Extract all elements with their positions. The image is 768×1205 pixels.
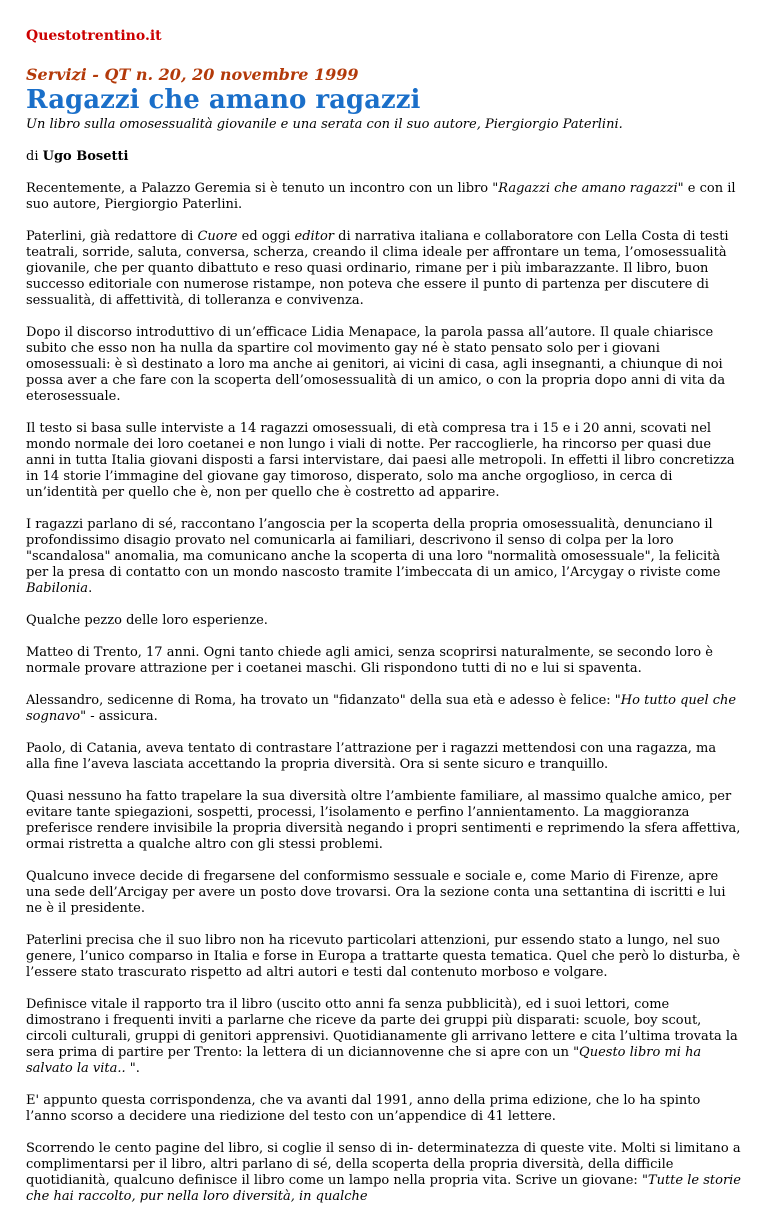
- paragraph: Qualcuno invece decide di fregarsene del conformismo sessuale e sociale e, come Mario di Firenze, apre una sede dell’Arcigay per avere un posto dove trovarsi. Ora la sezione conta una settantina di iscritti e lui ne è il presidente.: [26, 869, 726, 916]
- paragraph: [26, 693, 742, 725]
- text-run: Paterlini, già redattore di: [26, 229, 198, 244]
- text-run: e con il suo autore, Piergiorgio Paterlini.: [26, 181, 736, 212]
- book-title: "Ragazzi che amano ragazzi": [492, 181, 684, 196]
- paragraph: Paolo, di Catania, aveva tentato di contrastare l’attrazione per i ragazzi mettendosi con una ragazza, ma alla fine l’aveva lasciata accettando la propria diversità. Ora si sente sicuro e tranquillo.: [26, 741, 717, 772]
- text-run: .: [135, 1061, 140, 1076]
- magazine-name: Cuore: [197, 229, 238, 244]
- paragraph: Il testo si basa sulle interviste a 14 ragazzi omosessuali, di età compresa tra i 15 e i 20 anni, scovati nel mondo normale dei loro coetanei e non lungo i viali di notte. Per raccoglierle, ha rincorso per quasi due anni in tutta Italia giovani disposti a farsi intervistare, dai paesi alle metropoli. In effetti il libro concretizza in 14 storie l’immagine del giovane gay timoroso, disperato, solo ma anche orgoglioso, in cerca di un’identità per quello che è, non per quello che è costretto ad apparire.: [26, 421, 735, 500]
- article-title: Ragazzi che amano ragazzi: [26, 85, 421, 115]
- text-run: I ragazzi parlano di sé, raccontano l’angoscia per la scoperta della propria omosessualità, denunciano il profondissimo disagio provato nel comunicarla ai familiari, descrivono il senso di colpa per la loro "scandalosa" anomalia, ma comunicano anche la scoperta di una loro "normalità omosessuale", la felicità per la presa di contatto con un mondo nascosto tramite l’imbeccata di un amico, l’Arcygay o riviste come: [26, 517, 721, 580]
- text-run: di narrativa italiana e collaboratore con Lella Costa di testi teatrali, sorride, saluta, conversa, scherza, creando il clima ideale per affrontare un tema, l’omosessualità giovanile, che per quanto dibattuto e reso quasi ordinario, rimane per i più imbarazzante. Il libro, buon successo editoriale con numerose ristampe, non poteva che essere il punto di partenza per discutere di sessualità, di affettività, di tolleranza e convivenza.: [26, 229, 729, 308]
- quote: "Tutte le storie che hai raccolto, pur nella loro diversità, in qualche: [26, 1173, 742, 1204]
- article-subtitle: Un libro sulla omosessualità giovanile e una serata con il suo autore, Piergiorgio Paterlini.: [26, 117, 623, 132]
- byline: [26, 149, 742, 165]
- paragraph: Quasi nessuno ha fatto trapelare la sua diversità oltre l’ambiente familiare, al massimo qualche amico, per evitare tante spiegazioni, sospetti, processi, l’isolamento e perfino l’annientamento. La maggioranza preferisce rendere invisibile la propria diversità negando i propri sentimenti e reprimendo la sfera affettiva, ormai ristretta a qualche altro con gli stessi problemi.: [26, 789, 741, 852]
- paragraph: Matteo di Trento, 17 anni. Ogni tanto chiede agli amici, senza scoprirsi naturalmente, se secondo loro è normale provare attrazione per i coetanei maschi. Gli rispondono tutti di no e lui si spaventa.: [26, 645, 713, 676]
- magazine-name: Babilonia: [26, 581, 89, 596]
- text-run: .: [88, 581, 93, 596]
- emphasis: editor: [294, 229, 334, 244]
- section-kicker: Servizi - QT n. 20, 20 novembre 1999: [26, 65, 359, 84]
- byline-prefix: di: [26, 149, 43, 164]
- text-run: - assicura.: [86, 709, 158, 724]
- author-name: Ugo Bosetti: [42, 149, 129, 164]
- paragraph: [26, 229, 742, 309]
- paragraph: Dopo il discorso introduttivo di un’efficace Lidia Menapace, la parola passa all’autore. Il quale chiarisce subito che esso non ha nulla da spartire col movimento gay né è stato pensato solo per i giovani omosessuali: è sì destinato a loro ma anche ai genitori, ai vicini di casa, agli insegnanti, a chiunque di noi possa aver a che fare con la scoperta dell’omosessualità di un amico, o con la propria dopo anni di vita da eterosessuale.: [26, 325, 726, 404]
- site-name-link[interactable]: Questotrentino.it: [26, 28, 162, 44]
- text-run: Recentemente, a Palazzo Geremia si è tenuto un incontro con un libro: [26, 181, 493, 196]
- paragraph: [26, 1141, 742, 1205]
- paragraph: [26, 517, 742, 597]
- quote: "Questo libro mi ha salvato la vita.. ": [26, 1045, 702, 1076]
- paragraph: Qualche pezzo delle loro esperienze.: [26, 613, 268, 628]
- text-run: ed oggi: [237, 229, 295, 244]
- paragraph: [26, 181, 742, 213]
- text-run: Alessandro, sedicenne di Roma, ha trovato un "fidanzato" della sua età e adesso è felice:: [26, 693, 615, 708]
- text-run: Scorrendo le cento pagine del libro, si coglie il senso di in- determinatezza di queste vite. Molti si limitano a complimentarsi per il libro, altri parlano di sé, della scoperta della propria diversità, della difficile quotidianità, qualcuno definisce il libro come un lampo nella propria vita. Scrive un giovane:: [26, 1141, 741, 1188]
- paragraph: E' appunto questa corrispondenza, che va avanti dal 1991, anno della prima edizione, che lo ha spinto l’anno scorso a decidere una riedizione del testo con un’appendice di 41 lettere.: [26, 1093, 701, 1124]
- paragraph: [26, 997, 742, 1077]
- paragraph: Paterlini precisa che il suo libro non ha ricevuto particolari attenzioni, pur essendo stato a lungo, nel suo genere, l’unico comparso in Italia e forse in Europa a trattarte questa tematica. Quel che però lo disturba, è l’essere stato trascurato rispetto ad altri autori e testi dal contenuto morboso e volgare.: [26, 933, 741, 980]
- quote: "Ho tutto quel che sognavo": [26, 693, 737, 724]
- text-run: Definisce vitale il rapporto tra il libro (uscito otto anni fa senza pubblicità), ed i suoi lettori, come dimostrano i frequenti inviti a parlarne che riceve da parte dei gruppi più disparati: scuole, boy scout, circoli culturali, gruppi di genitori apprensivi. Quotidianamente gli arrivano lettere e cita l’ultima trovata la sera prima di partire per Trento: la lettera di un diciannovenne che si apre con un: [26, 997, 738, 1060]
